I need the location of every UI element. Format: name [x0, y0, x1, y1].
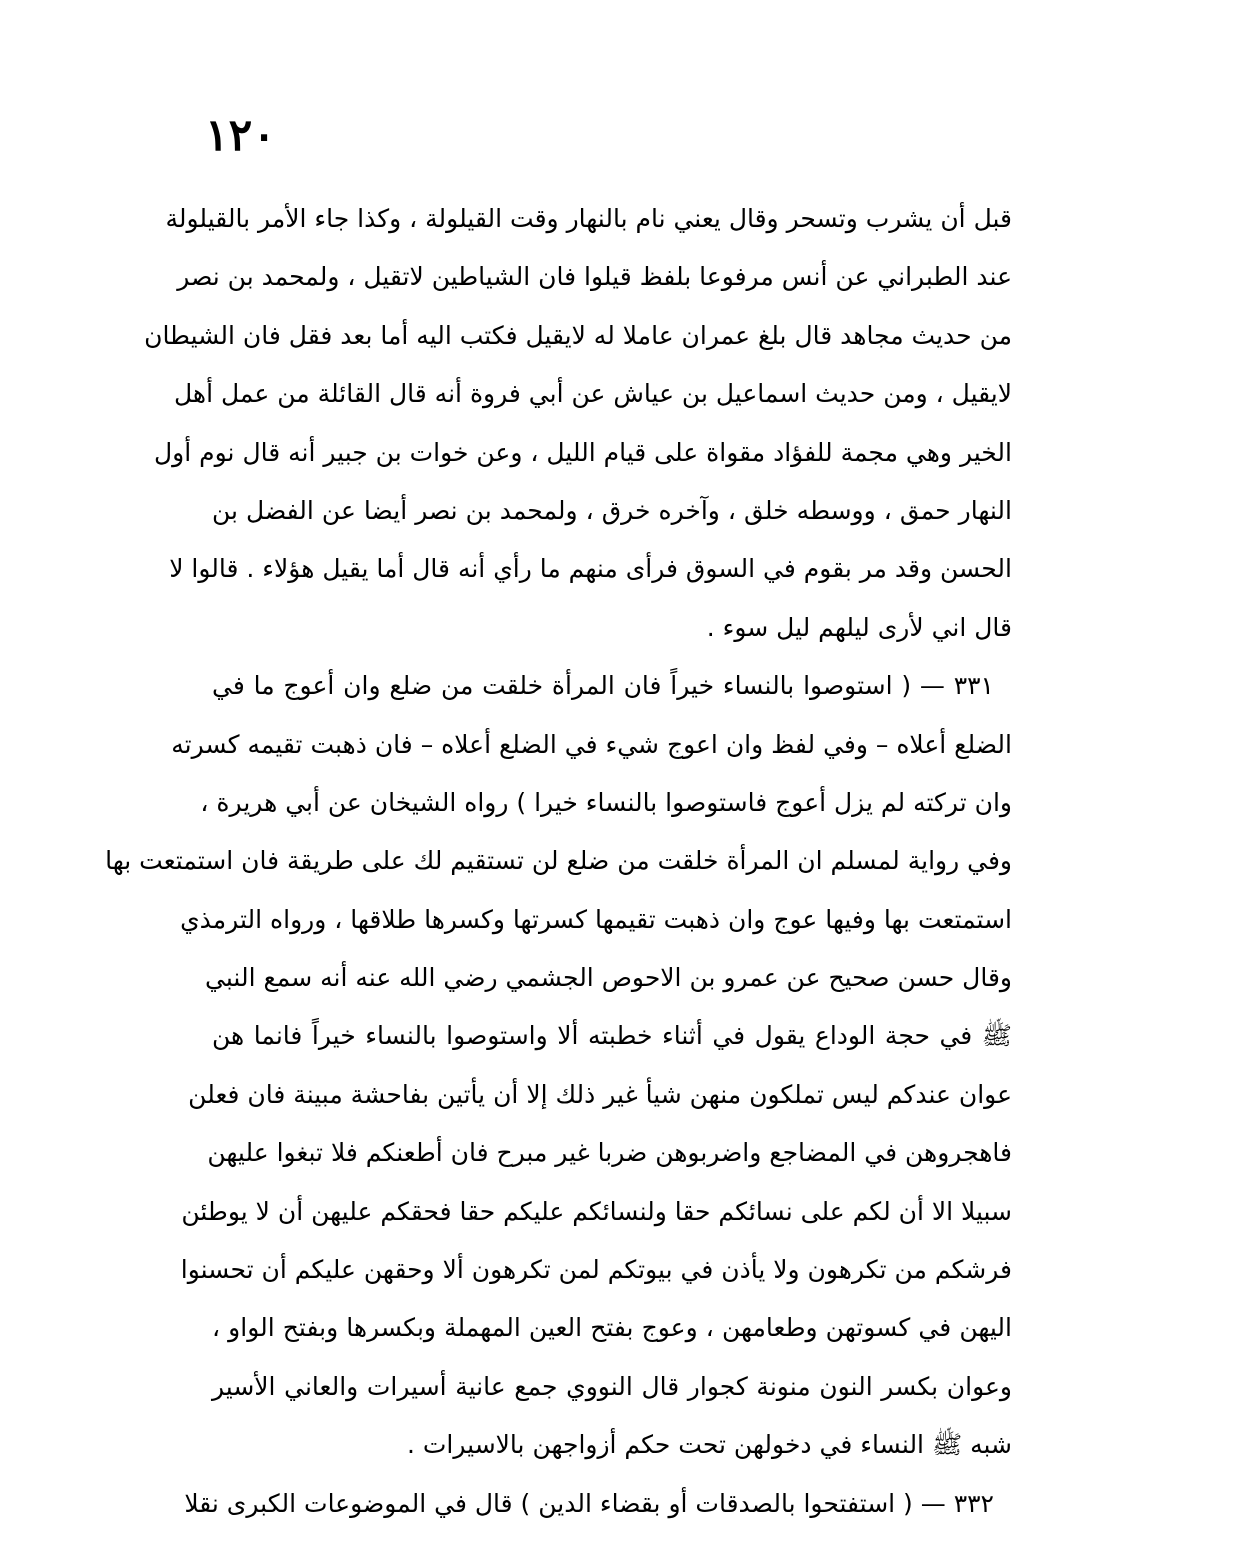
page-number: ١٢٠: [205, 110, 276, 161]
text-line: سبيلا الا أن لكم على نسائكم حقا ولنسائكم عليكم حقا فحقكم عليهن أن لا يوطئن: [181, 1196, 1012, 1226]
text-line: وان تركته لم يزل أعوج فاستوصوا بالنساء خيرا ) رواه الشيخان عن أبي هريرة ،: [200, 787, 1012, 817]
paragraph-end-line: شبه ﷺ النساء في دخولهن تحت حكم أزواجهن بالاسيرات .: [407, 1430, 1012, 1460]
text-line: وفي رواية لمسلم ان المرأة خلقت من ضلع لن تستقيم لك على طريقة فان استمتعت بها: [105, 846, 1012, 876]
text-line: وقال حسن صحيح عن عمرو بن الاحوص الجشمي رضي الله عنه أنه سمع النبي: [205, 963, 1012, 993]
text-line: قبل أن يشرب وتسحر وقال يعني نام بالنهار وقت القيلولة ، وكذا جاء الأمر بالقيلولة: [165, 204, 1012, 233]
hadith-heading-line: ٣٣١ — ( استوصوا بالنساء خيراً فان المرأة خلقت من ضلع وان أعوج ما في: [212, 671, 994, 701]
text-line: اليهن في كسوتهن وطعامهن ، وعوج بفتح العين المهملة وبكسرها وبفتح الواو ،: [212, 1313, 1012, 1343]
hadith-heading-line: ٣٣٢ — ( استفتحوا بالصدقات أو بقضاء الدين ) قال في الموضوعات الكبرى نقلا: [184, 1488, 994, 1518]
text-line: عند الطبراني عن أنس مرفوعا بلفظ قيلوا فان الشياطين لاتقيل ، ولمحمد بن نصر: [177, 262, 1012, 292]
text-line: وعوان بكسر النون منونة كجوار قال النووي جمع عانية أسيرات والعاني الأسير: [212, 1371, 1012, 1401]
text-line: استمتعت بها وفيها عوج وان ذهبت تقيمها كسرتها وكسرها طلاقها ، ورواه الترمذي: [180, 904, 1012, 934]
text-line: فاهجروهن في المضاجع واضربوهن ضربا غير مبرح فان أطعنكم فلا تبغوا عليهن: [207, 1138, 1012, 1168]
text-line: النهار حمق ، ووسطه خلق ، وآخره خرق ، ولمحمد بن نصر أيضا عن الفضل بن: [212, 495, 1012, 525]
document-body: [105, 190, 1012, 1533]
text-line: الحسن وقد مر بقوم في السوق فرأى منهم ما رأي أنه قال أما يقيل هؤلاء . قالوا لا: [169, 554, 1012, 584]
text-line: فرشكم من تكرهون ولا يأذن في بيوتكم لمن تكرهون ألا وحقهن عليكم أن تحسنوا: [180, 1255, 1012, 1285]
text-line: ﷺ في حجة الوداع يقول في أثناء خطبته ألا واستوصوا بالنساء خيراً فانما هن: [212, 1021, 1012, 1051]
text-line: الضلع أعلاه – وفي لفظ وان اعوج شيء في الضلع أعلاه – فان ذهبت تقيمه كسرته: [171, 729, 1012, 759]
text-line: الخير وهي مجمة للفؤاد مقواة على قيام الليل ، وعن خوات بن جبير أنه قال نوم أول: [154, 437, 1012, 467]
paragraph-end-line: قال اني لأرى ليلهم ليل سوء .: [706, 612, 1012, 642]
text-line: عوان عندكم ليس تملكون منهن شيأ غير ذلك إلا أن يأتين بفاحشة مبينة فان فعلن: [188, 1079, 1012, 1109]
text-line: من حديث مجاهد قال بلغ عمران عاملا له لايقيل فكتب اليه أما بعد فقل فان الشيطان: [144, 320, 1012, 350]
text-line: لايقيل ، ومن حديث اسماعيل بن عياش عن أبي فروة أنه قال القائلة من عمل أهل: [173, 379, 1012, 409]
